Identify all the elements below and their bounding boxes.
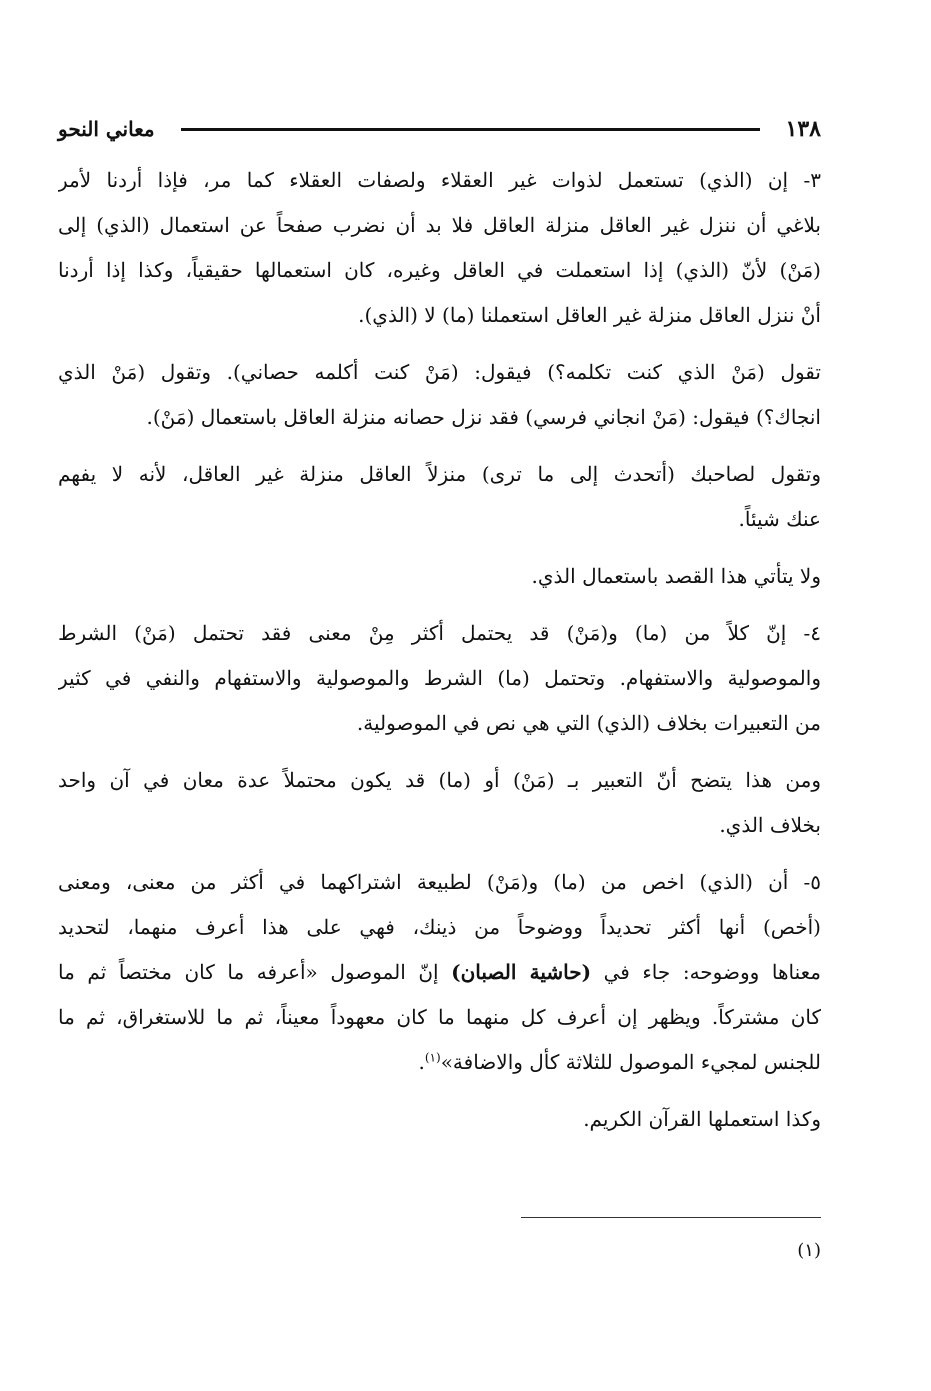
text-line: بخلاف الذي.: [719, 813, 821, 837]
text-segment: .: [418, 1050, 425, 1074]
footnote-marker: (١): [797, 1240, 821, 1261]
paragraph-no-alladhi: [58, 554, 821, 599]
text-line: من التعبيرات بخلاف (الذي) التي هي نص في الموصولية.: [356, 711, 821, 735]
text-line: أنْ ننزل العاقل منزلة غير العاقل استعملنا (ما) لا (الذي).: [358, 303, 821, 327]
text-line: ٥- أن (الذي) اخص من (ما) و(مَنْ) لطبيعة اشتراكهما في أكثر من معنى، ومعنى: [58, 870, 821, 894]
text-line: تقول (مَنْ الذي كنت تكلمه؟) فيقول: (مَنْ كنت أكلمه حصاني). وتقول (مَنْ الذي: [58, 360, 821, 384]
text-line: ومن هذا يتضح أنّ التعبير بـ (مَنْ) أو (ما) قد يكون محتملاً عدة معان في آن واحد: [58, 768, 821, 792]
page-number: ١٣٨: [785, 116, 821, 142]
text-line: كان مشتركاً. ويظهر إن أعرف كل منهما ما كان معهوداً معيناً، ثم ما للاستغراق، ثم ما: [58, 1005, 821, 1029]
paragraph-example-horse: [58, 350, 821, 440]
paragraph-quran: [58, 1097, 821, 1142]
text-line: انجاك؟) فيقول: (مَنْ انجاني فرسي) فقد نزل حصانه منزلة العاقل باستعمال (مَنْ).: [146, 405, 821, 429]
paragraph-ambiguity: [58, 758, 821, 848]
footnote-divider: [521, 1217, 821, 1218]
text-line: والموصولية والاستفهام. وتحتمل (ما) الشرط والموصولية والاستفهام والنفي في كثير: [58, 666, 821, 690]
text-line: [58, 950, 821, 995]
text-line: وكذا استعملها القرآن الكريم.: [583, 1107, 821, 1131]
text-line: عنك شيئاً.: [738, 507, 821, 531]
page-header: [58, 110, 821, 148]
book-title: (حاشية الصبان): [451, 960, 592, 984]
paragraph-point-5: [58, 860, 821, 1085]
text-segment: معناها ووضوحه: جاء في: [591, 960, 821, 984]
text-line: بلاغي أن ننزل غير العاقل منزلة العاقل فلا بد أن نضرب صفحاً عن استعمال (الذي) إلى: [58, 213, 821, 237]
text-line: [58, 1040, 821, 1085]
text-line: ولا يتأتي هذا القصد باستعمال الذي.: [531, 564, 821, 588]
running-title: معاني النحو: [58, 117, 155, 141]
paragraph-point-3: [58, 158, 821, 338]
text-segment: إنّ الموصول «أعرفه ما كان مختصاً ثم ما: [58, 960, 452, 984]
text-line: ٤- إنّ كلاً من (ما) و(مَنْ) قد يحتمل أكثر مِنْ معنى فقد تحتمل (مَنْ) الشرط: [58, 621, 821, 645]
text-line: (أخص) أنها أكثر تحديداً ووضوحاً من ذينك، فهي على هذا أعرف منهما، لتحديد: [58, 915, 821, 939]
footnote-reference[interactable]: (١): [424, 1050, 441, 1065]
body-text: [58, 158, 821, 1142]
text-segment: للجنس لمجيء الموصول للثلاثة كأل والاضافة»: [440, 1050, 821, 1074]
text-line: (مَنْ) لأنّ (الذي) إذا استعملت في العاقل وغيره، كان استعمالها حقيقياً، وكذا إذا أردنا: [58, 258, 821, 282]
paragraph-example-friend: [58, 452, 821, 542]
paragraph-point-4: [58, 611, 821, 746]
document-page: [58, 110, 821, 1311]
text-line: ٣- إن (الذي) تستعمل لذوات غير العقلاء ولصفات العقلاء كما مر، فإذا أردنا لأمر: [58, 168, 821, 192]
header-rule: [181, 128, 760, 131]
text-line: وتقول لصاحبك (أتحدث إلى ما ترى) منزلاً العاقل منزلة غير العاقل، لأنه لا يفهم: [58, 462, 821, 486]
